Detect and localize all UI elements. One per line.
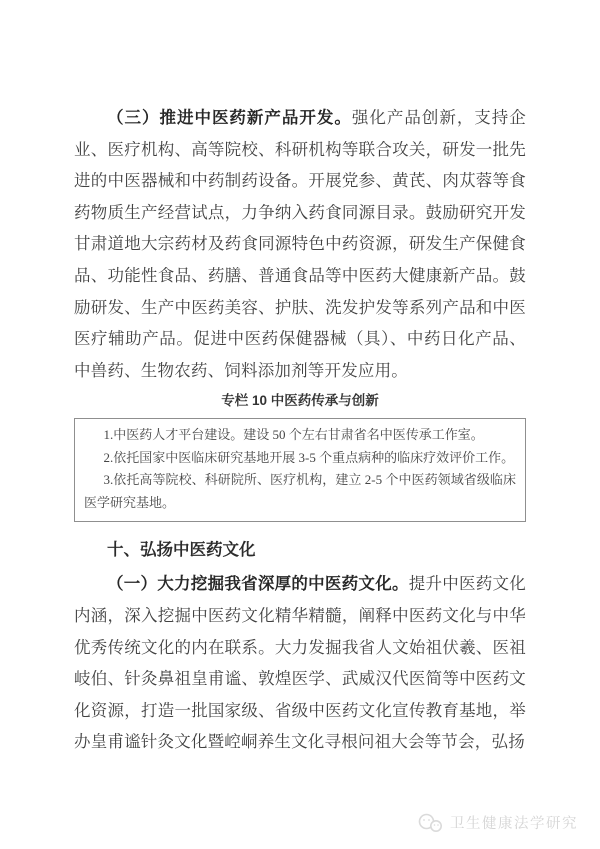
callout-box xyxy=(74,418,526,522)
paragraph-culture-excavation xyxy=(74,568,526,758)
paragraph-text: 提升中医药文化内涵，深入挖掘中医药文化精华精髓，阐释中医药文化与中华优秀传统文化的内在联系。大力发掘我省人文始祖伏羲、医祖岐伯、针灸鼻祖皇甫谧、敦煌医学、武威汉代医简等中医药文化资源，打造一批国家级、省级中医药文化宣传教育基地，举办皇甫谧针灸文化暨崆峒养生文化寻根问祖大会等节会，弘扬 xyxy=(74,574,526,752)
callout-item: 1.中医药人才平台建设。建设 50 个左右甘肃省名中医传承工作室。 xyxy=(103,427,484,443)
callout-title: 专栏 10 中医药传承与创新 xyxy=(221,393,379,409)
watermark xyxy=(417,812,578,833)
section-heading-culture: 十、弘扬中医药文化 xyxy=(107,541,256,560)
document-content xyxy=(74,102,526,758)
callout-item: 2.依托国家中医临床研究基地开展 3-5 个重点病种的临床疗效评价工作。 xyxy=(103,449,515,465)
watermark-label: 卫生健康法学研究 xyxy=(450,816,578,832)
paragraph-lead: （三）推进中医药新产品开发。 xyxy=(107,108,352,127)
paragraph-text: 强化产品创新，支持企业、医疗机构、高等院校、科研机构等联合攻关，研发一批先进的中医器械和中药制药设备。开展党参、黄芪、肉苁蓉等食药物质生产经营试点，力争纳入药食同源目录。鼓励研究开发甘肃道地大宗药材及药食同源特色中药资源，研发生产保健食品、功能性食品、药膳、普通食品等中医药大健康新产品。鼓励研发、生产中医药美容、护肤、洗发护发等系列产品和中医医疗辅助产品。促进中医药保健器械（具）、中药日化产品、中兽药、生物农药、饲料添加剂等开发应用。 xyxy=(74,108,526,380)
callout-item: 3.依托高等院校、科研院所、医疗机构，建立 2-5 个中医药领域省级临床医学研究基地。 xyxy=(84,472,516,510)
paragraph-new-product-development xyxy=(74,102,526,386)
wechat-account-logo-icon xyxy=(417,813,443,833)
paragraph-lead: （一）大力挖掘我省深厚的中医药文化。 xyxy=(107,574,409,594)
